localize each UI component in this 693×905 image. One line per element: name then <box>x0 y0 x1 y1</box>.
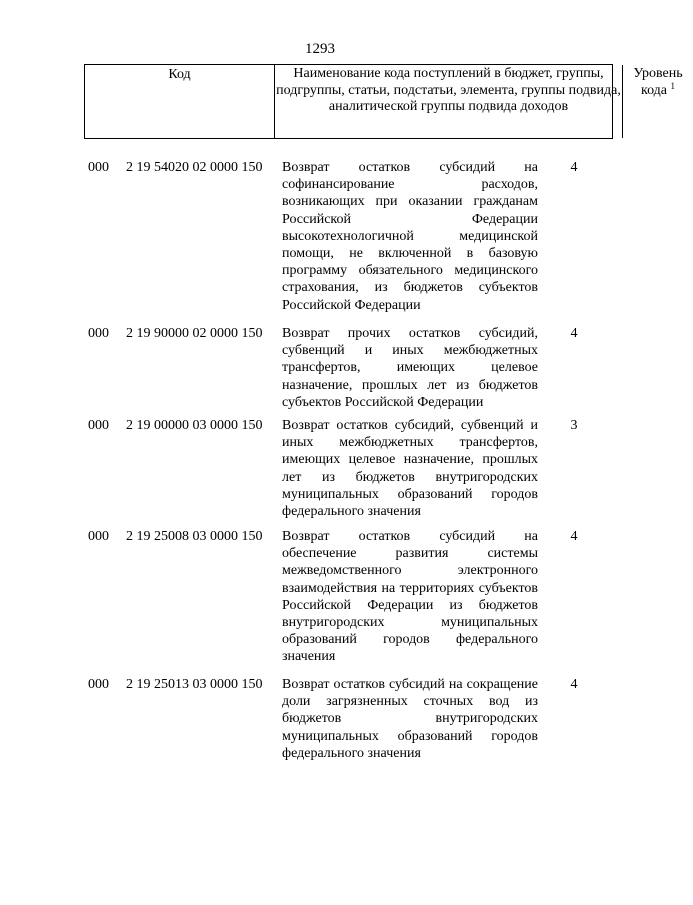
income-name: Возврат остатков субсидий на обеспечение развития системы межведомственного электронного взаимодействия на территориях субъектов Российской Федерации из бюджетов внутригородских муниципальных образований городов федерального значения <box>282 529 538 665</box>
income-code: 2 19 25013 03 0000 150 <box>126 677 263 692</box>
income-code: 2 19 54020 02 0000 150 <box>126 160 263 175</box>
table-header <box>84 64 683 139</box>
page-number: 1293 <box>305 41 335 57</box>
code-level: 4 <box>570 677 578 692</box>
code-level: 4 <box>570 160 578 175</box>
income-code: 2 19 25008 03 0000 150 <box>126 529 263 544</box>
code-level: 4 <box>570 529 578 544</box>
admin-code: 000 <box>88 677 109 692</box>
income-name: Возврат остатков субсидий на сокращение доли загрязненных сточных вод из бюджетов внутригородских муниципальных образований городов федерального значения <box>282 677 538 761</box>
header-name: Наименование кода поступлений в бюджет, группы, подгруппы, статьи, подстатьи, элемента, группы подвида, аналитической группы подвида доходов <box>275 65 623 138</box>
admin-code: 000 <box>88 160 109 175</box>
admin-code: 000 <box>88 529 109 544</box>
header-level-label: Уровень кода <box>633 66 683 98</box>
income-name: Возврат остатков субсидий на софинансирование расходов, возникающих при оказании гражданам Российской Федерации высокотехнологичной медицинской помощи, не включенной в базовую программу обязательного медицинского страхования, из бюджетов субъектов Российской Федерации <box>282 160 538 313</box>
income-name: Возврат остатков субсидий, субвенций и иных межбюджетных трансфертов, имеющих целевое назначение, прошлых лет из бюджетов внутригородских муниципальных образований городов федерального значения <box>282 418 538 520</box>
code-level: 4 <box>570 326 578 341</box>
income-name: Возврат прочих остатков субсидий, субвенций и иных межбюджетных трансфертов, имеющих целевое назначение, прошлых лет из бюджетов субъектов Российской Федерации <box>282 326 538 410</box>
admin-code: 000 <box>88 326 109 341</box>
code-level: 3 <box>570 418 578 433</box>
footnote-marker: 1 <box>670 80 676 91</box>
header-level <box>623 65 693 138</box>
admin-code: 000 <box>88 418 109 433</box>
income-code: 2 19 90000 02 0000 150 <box>126 326 263 341</box>
header-code: Код <box>85 65 275 138</box>
income-code: 2 19 00000 03 0000 150 <box>126 418 263 433</box>
